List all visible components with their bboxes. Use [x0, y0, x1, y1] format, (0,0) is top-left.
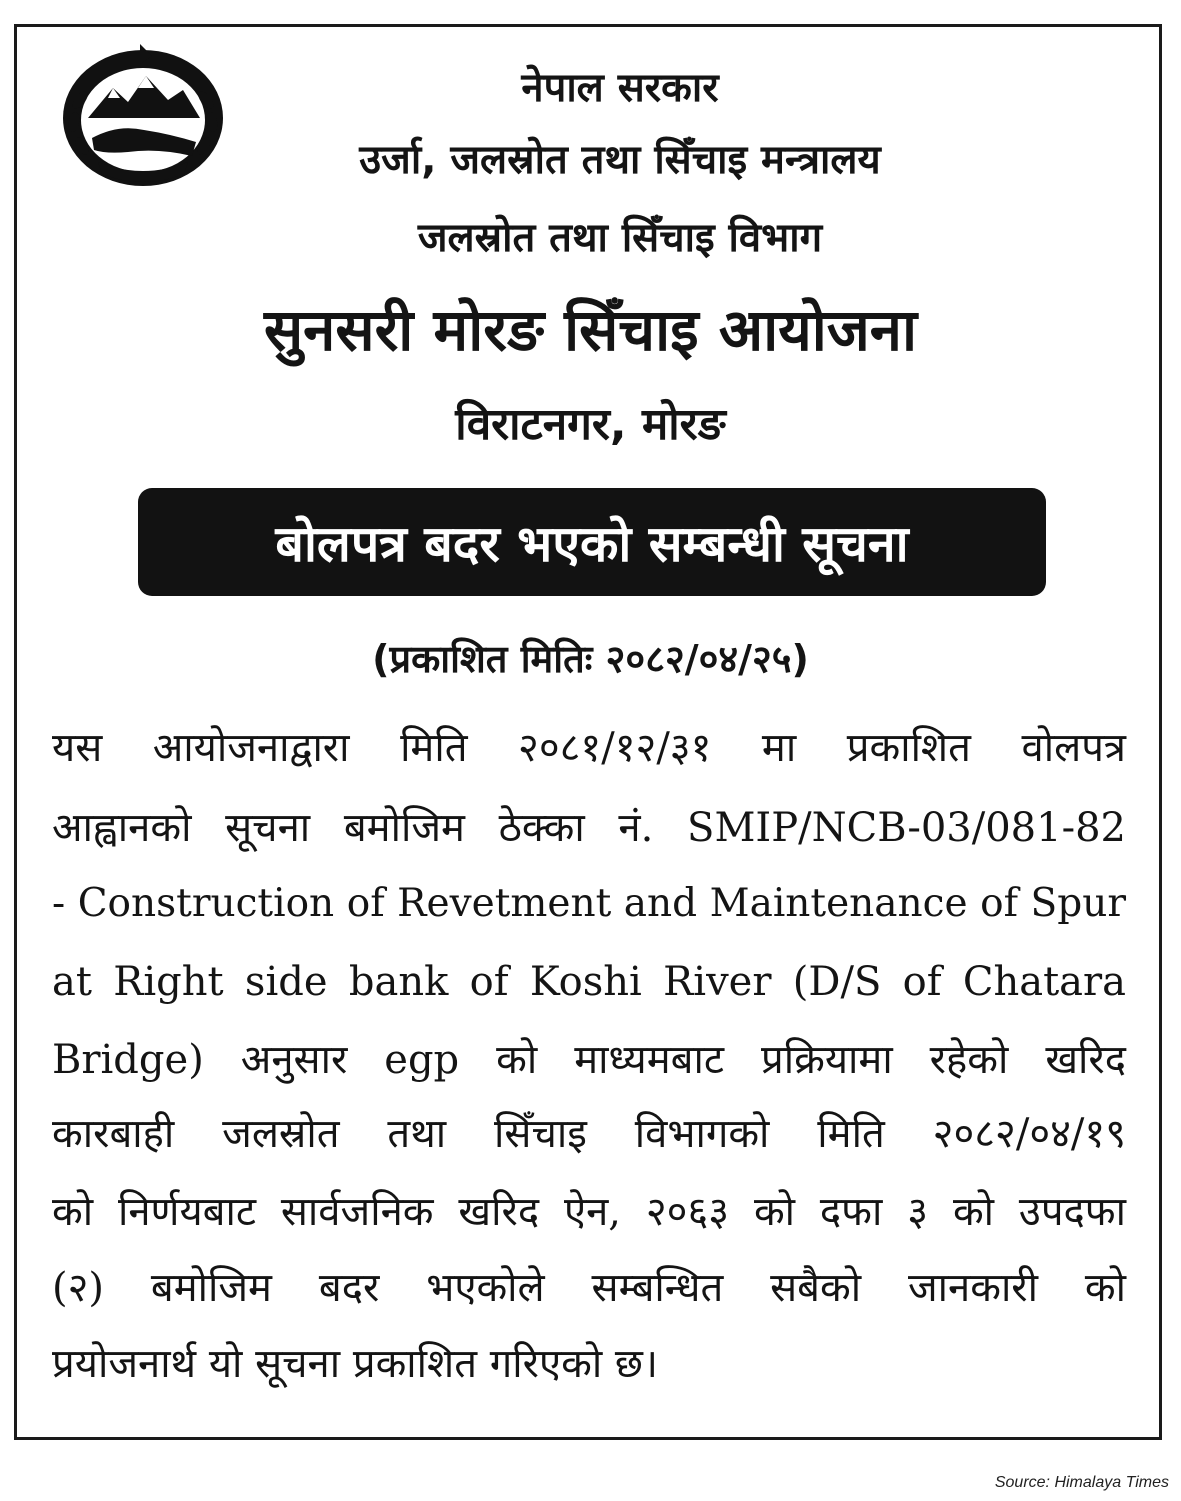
body-line: को निर्णयबाट सार्वजनिक खरिद ऐन, २०६३ को दफा ३ को उपदफा	[52, 1189, 1126, 1235]
ministry-heading: उर्जा, जलस्रोत तथा सिँचाइ मन्त्रालय	[359, 137, 881, 183]
body-line: कारबाही जलस्रोत तथा सिँचाइ विभागको मिति २०८२/०४/१९	[52, 1111, 1126, 1157]
body-line: यस आयोजनाद्वारा मिति २०८१/१२/३१ मा प्रकाशित वोलपत्र	[52, 725, 1126, 771]
department-heading: जलस्रोत तथा सिँचाइ विभाग	[417, 215, 823, 261]
project-heading: सुनसरी मोरङ सिँचाइ आयोजना	[263, 296, 918, 364]
body-line: at Right side bank of Koshi River (D/S of Chatara	[52, 959, 1126, 1005]
source-caption: Source: Himalaya Times	[994, 1474, 1169, 1491]
notice-title-banner	[138, 488, 1046, 596]
body-line: प्रयोजनार्थ यो सूचना प्रकाशित गरिएको छ।	[52, 1341, 659, 1387]
government-heading: नेपाल सरकार	[521, 65, 719, 111]
location-heading: विराटनगर, मोरङ	[455, 399, 726, 450]
body-line: (२) बमोजिम बदर भएकोले सम्बन्धित सबैको जानकारी को	[52, 1265, 1126, 1311]
notice-title: बोलपत्र बदर भएको सम्बन्धी सूचना	[275, 515, 909, 573]
published-date: (प्रकाशित मितिः २०८२/०४/२५)	[372, 637, 809, 681]
body-line: - Construction of Revetment and Maintenance of Spur	[52, 881, 1126, 926]
body-line: Bridge) अनुसार egp को माध्यमबाट प्रक्रियामा रहेको खरिद	[52, 1037, 1126, 1083]
body-line: आह्वानको सूचना बमोजिम ठेक्का नं. SMIP/NCB-03/081-82	[52, 805, 1126, 851]
